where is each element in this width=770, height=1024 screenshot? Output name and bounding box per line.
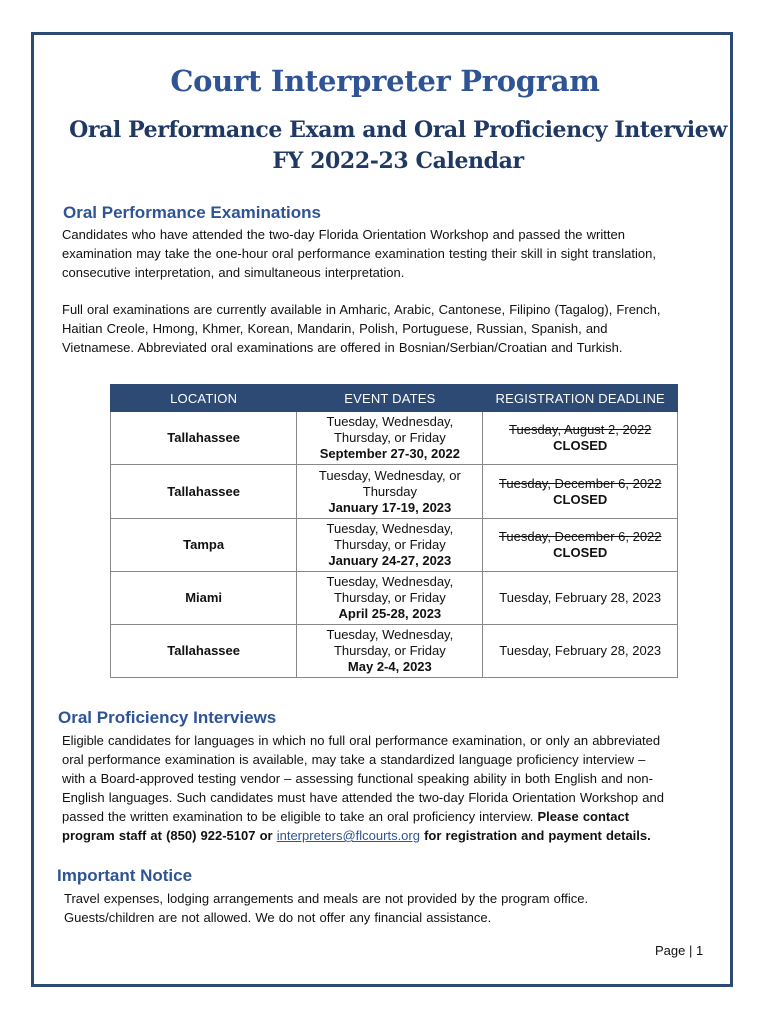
row-date-range: April 25-28, 2023 <box>338 606 442 621</box>
row-event-dates <box>297 412 483 465</box>
opi-line: Eligible candidates for languages in which no full oral performance examination, or only an abbreviated <box>62 733 661 748</box>
email-link[interactable]: interpreters@flcourts.org <box>276 828 420 843</box>
row-deadline-date: Tuesday, August 2, 2022 <box>509 422 652 437</box>
row-deadline <box>483 519 678 572</box>
ope-p1-line: examination may take the one-hour oral performance examination testing their skill in sight translation, <box>62 246 656 261</box>
row-days-line-1: Tuesday, Wednesday, <box>326 574 454 589</box>
table-row <box>111 519 678 572</box>
page-title: Court Interpreter Program <box>170 64 600 98</box>
row-event-dates <box>297 625 483 678</box>
opi-line <box>62 807 722 826</box>
ope-p2-line: Full oral examinations are currently available in Amharic, Arabic, Cantonese, Filipino (Tagalog), French, <box>62 302 661 317</box>
opi-line: English languages. Such candidates must have attended the two-day Florida Orientation Workshop and <box>62 790 664 805</box>
page-number: Page | 1 <box>655 943 704 958</box>
opi-line: with a Board-approved testing vendor – assessing functional speaking ability in both English and non- <box>62 771 653 786</box>
opi-line: oral performance examination is available, may take a standardized language proficiency interview – <box>62 752 646 767</box>
row-deadline-date: Tuesday, December 6, 2022 <box>498 529 662 544</box>
row-date-range: September 27-30, 2022 <box>319 446 460 461</box>
row-event-dates <box>297 465 483 519</box>
opi-paragraph <box>62 731 722 845</box>
row-status-closed: CLOSED <box>553 545 608 560</box>
header-registration-deadline: REGISTRATION DEADLINE <box>483 385 678 412</box>
opi-line-5-text: passed the written examination to be eligible to take an oral proficiency interview. <box>62 809 534 824</box>
ope-p1-line: Candidates who have attended the two-day Florida Orientation Workshop and passed the written <box>62 227 625 242</box>
row-days-line-1: Tuesday, Wednesday, <box>326 414 454 429</box>
subtitle-line-1: Oral Performance Exam and Oral Proficiency Interview <box>69 117 727 143</box>
table-row <box>111 572 678 625</box>
table-header-row <box>111 385 678 412</box>
ope-p2-line: Haitian Creole, Hmong, Khmer, Korean, Mandarin, Polish, Portuguese, Russian, Spanish, and <box>62 321 608 336</box>
row-deadline: Tuesday, February 28, 2023 <box>483 625 678 678</box>
row-location: Tampa <box>111 519 297 572</box>
page-subtitle <box>0 115 770 177</box>
row-days-line-1: Tuesday, Wednesday, <box>326 521 454 536</box>
opi-contact-bold: Please contact <box>537 809 630 824</box>
row-event-dates <box>297 572 483 625</box>
row-days-line-2: Thursday <box>362 483 417 499</box>
row-days-line-2: Thursday, or Friday <box>333 643 446 658</box>
notice-heading: Important Notice <box>57 866 193 885</box>
opi-line <box>62 826 722 845</box>
row-status-closed: CLOSED <box>553 438 608 453</box>
notice-line: Guests/children are not allowed. We do not offer any financial assistance. <box>64 910 492 925</box>
row-deadline: Tuesday, February 28, 2023 <box>483 572 678 625</box>
opi-contact-phone: program staff at (850) 922-5107 or <box>62 828 273 843</box>
ope-paragraph-2 <box>62 300 722 357</box>
table-row <box>111 412 678 465</box>
row-location: Miami <box>111 572 297 625</box>
notice-paragraph <box>64 889 724 927</box>
opi-heading: Oral Proficiency Interviews <box>58 708 277 727</box>
row-status-closed: CLOSED <box>553 491 608 507</box>
row-location: Tallahassee <box>111 625 297 678</box>
table-row <box>111 465 678 519</box>
header-location: LOCATION <box>111 385 297 412</box>
row-deadline <box>483 465 678 519</box>
row-days-line-1: Tuesday, Wednesday, <box>326 627 454 642</box>
row-location: Tallahassee <box>111 412 297 465</box>
row-deadline-date: Tuesday, December 6, 2022 <box>498 475 662 491</box>
notice-line: Travel expenses, lodging arrangements and meals are not provided by the program office. <box>64 891 589 906</box>
ope-paragraph-1 <box>62 225 722 282</box>
subtitle-line-2: FY 2022-23 Calendar <box>272 148 524 174</box>
row-days-line-2: Thursday, or Friday <box>333 537 446 552</box>
ope-p2-line: Vietnamese. Abbreviated oral examinations are offered in Bosnian/Serbian/Croatian and Turkish. <box>62 340 623 355</box>
row-date-range: January 24-27, 2023 <box>328 553 452 568</box>
header-event-dates: EVENT DATES <box>297 385 483 412</box>
opi-contact-tail: for registration and payment details. <box>424 828 651 843</box>
ope-p1-line: consecutive interpretation, and simultaneous interpretation. <box>62 265 405 280</box>
exam-schedule-table <box>110 384 678 678</box>
row-deadline <box>483 412 678 465</box>
row-days-line-1: Tuesday, Wednesday, or <box>318 467 461 483</box>
table-row <box>111 625 678 678</box>
ope-heading: Oral Performance Examinations <box>63 203 321 222</box>
row-days-line-2: Thursday, or Friday <box>333 590 446 605</box>
row-date-range: May 2-4, 2023 <box>347 659 432 674</box>
row-location: Tallahassee <box>111 465 297 519</box>
row-days-line-2: Thursday, or Friday <box>333 430 446 445</box>
row-date-range: January 17-19, 2023 <box>328 499 452 515</box>
row-event-dates <box>297 519 483 572</box>
